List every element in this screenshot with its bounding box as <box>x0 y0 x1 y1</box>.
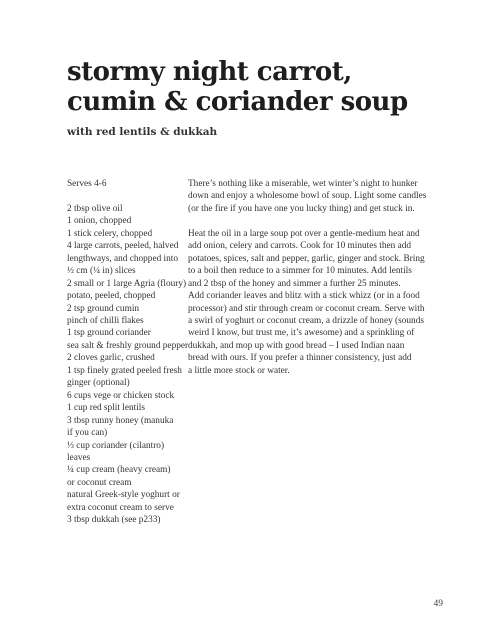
serves-text: Serves 4-6 <box>67 179 107 189</box>
method-line: processor) and stir through cream or coconut cream. Serve with <box>188 303 425 314</box>
intro-paragraph <box>188 178 432 215</box>
ingredient-line: natural Greek-style yoghurt or <box>67 490 180 501</box>
recipe-title-line: cumin & coriander soup <box>67 87 408 117</box>
spacer <box>67 190 187 202</box>
method-line: to a boil then reduce to a simmer for 10 minutes. Add lentils <box>188 266 412 277</box>
page-number: 49 <box>433 599 443 609</box>
ingredient-line: 1 stick celery, chopped <box>67 228 153 239</box>
ingredient-line: ½ cm (¼ in) slices <box>67 266 136 277</box>
ingredient-line: ginger (optional) <box>67 378 130 389</box>
ingredient-line: 3 tbsp runny honey (manuka <box>67 415 174 426</box>
method-line: weird I know, but trust me, it’s awesome) and a sprinkling of <box>188 328 415 339</box>
ingredient-line: sea salt & freshly ground pepper <box>67 340 189 351</box>
intro-line: (or the fire if you have one you lucky thing) and get stuck in. <box>188 203 415 214</box>
ingredient-line: pinch of chilli flakes <box>67 315 144 326</box>
ingredients-column <box>67 178 187 527</box>
recipe-subtitle: with red lentils & dukkah <box>67 126 218 138</box>
ingredient-line: ⅓ cup coriander (cilantro) <box>67 440 165 451</box>
ingredient-line: or coconut cream <box>67 477 132 488</box>
intro-line: down and enjoy a wholesome bowl of soup. Light some candles <box>188 191 427 202</box>
spacer <box>188 215 432 227</box>
ingredient-line: 2 tsp ground cumin <box>67 303 140 314</box>
ingredient-line: if you can) <box>67 428 108 439</box>
ingredient-line: 2 cloves garlic, crushed <box>67 353 155 364</box>
ingredient-list <box>67 203 187 527</box>
ingredient-line: leaves <box>67 452 91 463</box>
ingredient-line: 3 tbsp dukkah (see p233) <box>67 515 161 526</box>
recipe-title-line: stormy night carrot, <box>67 57 352 87</box>
ingredient-line: ¼ cup cream (heavy cream) <box>67 465 171 476</box>
method-paragraph <box>188 228 432 377</box>
ingredient-line: 2 tbsp olive oil <box>67 203 123 214</box>
method-line: a little more stock or water. <box>188 365 290 376</box>
method-line: bread with ours. If you prefer a thinner consistency, just add <box>188 353 412 364</box>
ingredient-line: lengthways, and chopped into <box>67 253 179 264</box>
method-column <box>188 178 432 377</box>
ingredient-line: 2 small or 1 large Agria (floury) <box>67 278 187 289</box>
method-line: potatoes, spices, salt and pepper, garlic, ginger and stock. Bring <box>188 253 425 264</box>
method-line: add onion, celery and carrots. Cook for 10 minutes then add <box>188 241 412 252</box>
ingredient-line: 1 cup red split lentils <box>67 403 145 414</box>
method-line: Heat the oil in a large soup pot over a gentle-medium heat and <box>188 228 420 239</box>
method-line: a swirl of yoghurt or coconut cream, a drizzle of honey (sounds <box>188 315 424 326</box>
recipe-title <box>67 57 408 117</box>
ingredient-line: 1 onion, chopped <box>67 216 132 227</box>
ingredient-line: 1 tsp ground coriander <box>67 328 151 339</box>
ingredient-line: 4 large carrots, peeled, halved <box>67 241 179 252</box>
ingredient-line: 1 tsp finely grated peeled fresh <box>67 365 182 376</box>
method-line: Add coriander leaves and blitz with a stick whizz (or in a food <box>188 291 420 302</box>
method-line: dukkah, and mop up with good bread – I used Indian naan <box>188 340 405 351</box>
ingredient-line: extra coconut cream to serve <box>67 502 174 513</box>
method-line: and 2 tbsp of the honey and simmer a further 25 minutes. <box>188 278 401 289</box>
intro-line: There’s nothing like a miserable, wet winter’s night to hunker <box>188 179 418 189</box>
ingredient-line: potato, peeled, chopped <box>67 291 156 302</box>
ingredient-line: 6 cups vege or chicken stock <box>67 390 175 401</box>
